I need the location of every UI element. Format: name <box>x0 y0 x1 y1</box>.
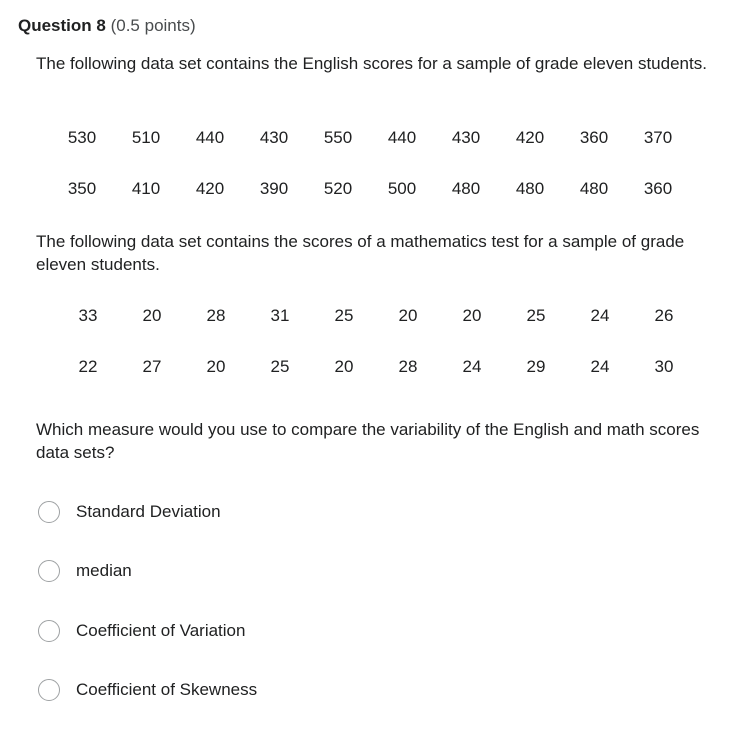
english-score: 350 <box>67 179 97 198</box>
english-score: 430 <box>259 128 289 147</box>
option-standard-deviation[interactable] <box>38 499 221 525</box>
math-score: 27 <box>142 357 162 376</box>
option-coefficient-of-skewness[interactable] <box>38 677 257 703</box>
question-title: Question 8 <box>18 16 106 35</box>
english-intro: The following data set contains the English scores for a sample of grade eleven students. <box>36 54 707 73</box>
english-score: 420 <box>515 128 545 147</box>
english-score: 420 <box>195 179 225 198</box>
question-points: (0.5 points) <box>110 16 196 35</box>
math-score: 24 <box>462 357 482 376</box>
option-median[interactable] <box>38 558 132 584</box>
math-score: 33 <box>78 306 98 325</box>
english-score: 550 <box>323 128 353 147</box>
math-row-1 <box>0 304 744 328</box>
radio-button[interactable] <box>38 501 60 523</box>
english-score: 410 <box>131 179 161 198</box>
radio-button[interactable] <box>38 679 60 701</box>
option-label[interactable]: Standard Deviation <box>76 502 221 521</box>
math-score: 24 <box>590 306 610 325</box>
english-score: 440 <box>195 128 225 147</box>
english-score: 390 <box>259 179 289 198</box>
option-label[interactable]: Coefficient of Variation <box>76 621 246 640</box>
math-score: 20 <box>206 357 226 376</box>
math-score: 28 <box>398 357 418 376</box>
english-score: 370 <box>643 128 673 147</box>
radio-button[interactable] <box>38 620 60 642</box>
option-coefficient-of-variation[interactable] <box>38 618 245 644</box>
english-score: 360 <box>643 179 673 198</box>
math-score: 20 <box>334 357 354 376</box>
radio-button[interactable] <box>38 560 60 582</box>
english-score: 480 <box>451 179 481 198</box>
question-header <box>18 16 196 36</box>
math-score: 31 <box>270 306 290 325</box>
math-row-2 <box>0 355 744 379</box>
english-score: 510 <box>131 128 161 147</box>
option-label[interactable]: median <box>76 561 132 580</box>
math-score: 25 <box>270 357 290 376</box>
english-row-1 <box>0 126 744 150</box>
math-score: 29 <box>526 357 546 376</box>
option-label[interactable]: Coefficient of Skewness <box>76 680 258 699</box>
english-score: 480 <box>579 179 609 198</box>
english-score: 360 <box>579 128 609 147</box>
math-score: 28 <box>206 306 226 325</box>
math-score: 24 <box>590 357 610 376</box>
english-score: 480 <box>515 179 545 198</box>
math-intro: The following data set contains the scores of a mathematics test for a sample of grade eleven students. <box>36 232 685 274</box>
english-score: 500 <box>387 179 417 198</box>
math-score: 25 <box>526 306 546 325</box>
math-score: 22 <box>78 357 98 376</box>
math-score: 20 <box>462 306 482 325</box>
english-score: 520 <box>323 179 353 198</box>
math-score: 20 <box>398 306 418 325</box>
math-score: 26 <box>654 306 674 325</box>
math-score: 25 <box>334 306 354 325</box>
question-prompt: Which measure would you use to compare the variability of the English and math scores data sets? <box>36 420 700 462</box>
math-score: 20 <box>142 306 162 325</box>
english-score: 440 <box>387 128 417 147</box>
english-score: 430 <box>451 128 481 147</box>
english-row-2 <box>0 177 744 201</box>
english-score: 530 <box>67 128 97 147</box>
math-score: 30 <box>654 357 674 376</box>
